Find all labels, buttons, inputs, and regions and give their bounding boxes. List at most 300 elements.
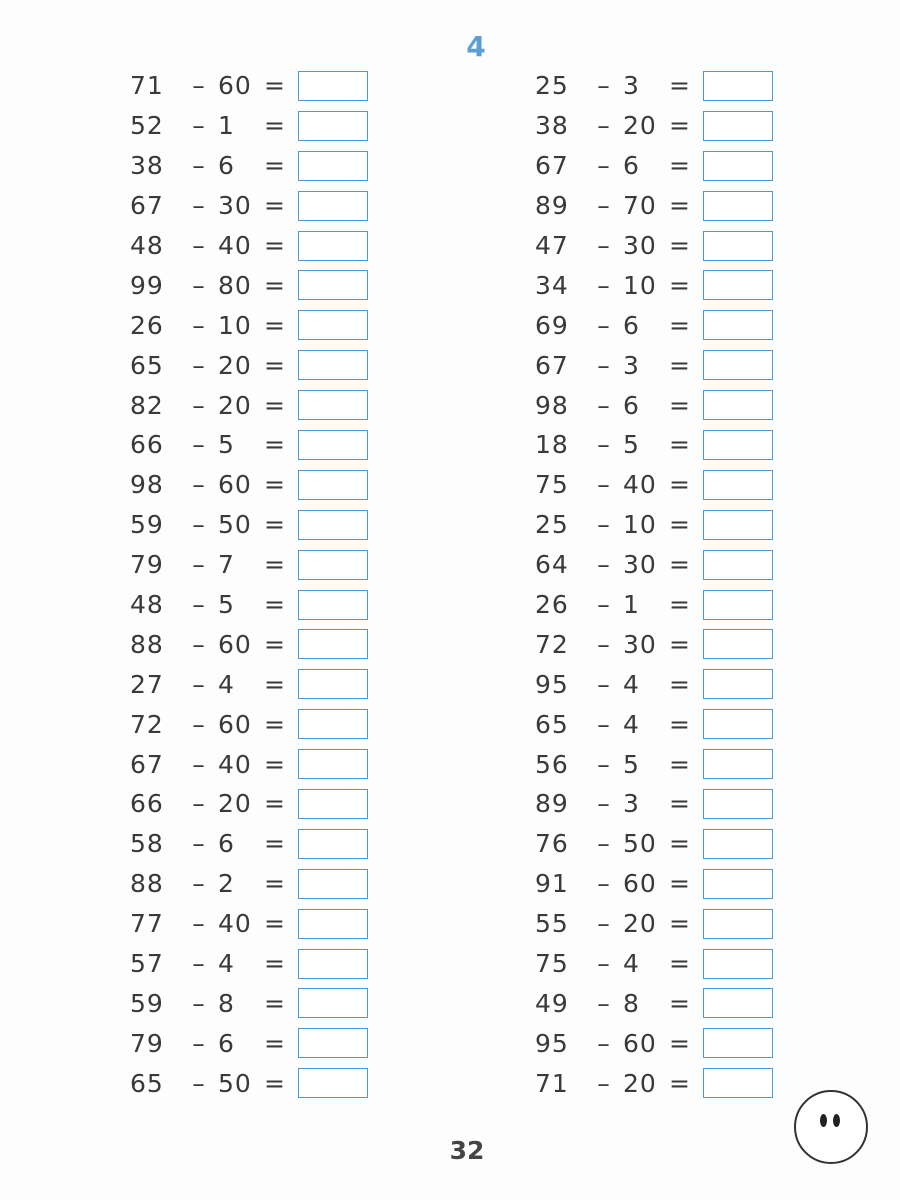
answer-box[interactable] <box>703 909 773 939</box>
minus-sign: – <box>597 669 611 699</box>
minus-sign: – <box>597 151 611 181</box>
subtrahend: 60 <box>218 470 252 500</box>
equals-sign: = <box>669 789 691 819</box>
problem-row <box>130 66 368 106</box>
minus-sign: – <box>192 231 206 260</box>
subtrahend: 5 <box>218 590 235 620</box>
minus-sign: – <box>597 430 611 460</box>
problem-row <box>130 824 368 864</box>
subtrahend: 70 <box>623 191 657 221</box>
equals-sign: = <box>264 350 286 380</box>
equals-sign: = <box>264 629 286 659</box>
problem-row <box>130 1063 368 1103</box>
minus-sign: – <box>192 909 206 939</box>
minuend: 38 <box>535 111 569 141</box>
equals-sign: = <box>669 151 691 181</box>
eye-left <box>820 1114 827 1127</box>
answer-box[interactable] <box>703 151 773 181</box>
answer-box[interactable] <box>703 390 773 420</box>
answer-box[interactable] <box>298 988 368 1018</box>
minus-sign: – <box>192 550 206 580</box>
minus-sign: – <box>192 709 206 739</box>
minus-sign: – <box>597 310 611 340</box>
minus-sign: – <box>192 1068 206 1098</box>
equals-sign: = <box>264 310 286 340</box>
minuend: 98 <box>535 390 569 420</box>
equals-sign: = <box>264 71 286 101</box>
minuend: 26 <box>535 590 569 620</box>
minuend: 72 <box>535 629 569 659</box>
answer-box[interactable] <box>703 829 773 859</box>
minus-sign: – <box>597 909 611 939</box>
minuend: 34 <box>535 270 569 300</box>
problem-row <box>535 425 773 465</box>
equals-sign: = <box>669 869 691 899</box>
equals-sign: = <box>669 191 691 221</box>
equals-sign: = <box>264 111 286 141</box>
minuend: 66 <box>130 430 164 460</box>
problem-row <box>130 904 368 944</box>
equals-sign: = <box>669 1028 691 1058</box>
exercise-number: 4 <box>466 30 486 63</box>
answer-box[interactable] <box>298 629 368 659</box>
right-problem-column <box>535 66 773 1103</box>
minuend: 48 <box>130 231 164 260</box>
equals-sign: = <box>669 629 691 659</box>
answer-box[interactable] <box>298 310 368 340</box>
answer-box[interactable] <box>298 231 368 261</box>
minuend: 49 <box>535 988 569 1018</box>
problem-row <box>130 944 368 984</box>
minus-sign: – <box>597 1068 611 1098</box>
equals-sign: = <box>264 949 286 979</box>
equals-sign: = <box>669 510 691 540</box>
subtrahend: 1 <box>623 590 640 620</box>
answer-box[interactable] <box>703 470 773 500</box>
minuend: 72 <box>130 709 164 739</box>
answer-box[interactable] <box>703 270 773 300</box>
subtrahend: 8 <box>218 988 235 1018</box>
equals-sign: = <box>669 909 691 939</box>
minus-sign: – <box>192 310 206 340</box>
answer-box[interactable] <box>298 151 368 181</box>
answer-box[interactable] <box>703 590 773 620</box>
answer-box[interactable] <box>298 909 368 939</box>
problem-row <box>130 465 368 505</box>
subtrahend: 30 <box>623 629 657 659</box>
subtrahend: 50 <box>218 510 252 540</box>
answer-box[interactable] <box>703 510 773 540</box>
minus-sign: – <box>597 789 611 819</box>
equals-sign: = <box>264 988 286 1018</box>
equals-sign: = <box>669 71 691 101</box>
subtrahend: 6 <box>218 151 235 181</box>
minuend: 89 <box>535 191 569 221</box>
equals-sign: = <box>669 470 691 500</box>
minuend: 38 <box>130 151 164 181</box>
answer-box[interactable] <box>703 949 773 979</box>
answer-box[interactable] <box>298 869 368 899</box>
answer-box[interactable] <box>703 988 773 1018</box>
answer-box[interactable] <box>298 1028 368 1058</box>
equals-sign: = <box>264 749 286 779</box>
minus-sign: – <box>597 71 611 101</box>
minuend: 67 <box>535 350 569 380</box>
minus-sign: – <box>597 869 611 899</box>
answer-box[interactable] <box>298 749 368 779</box>
minuend: 71 <box>130 71 164 101</box>
answer-box[interactable] <box>703 310 773 340</box>
minus-sign: – <box>192 829 206 859</box>
minuend: 75 <box>535 949 569 979</box>
problem-row <box>535 106 773 146</box>
subtrahend: 6 <box>623 390 640 420</box>
problem-row <box>535 505 773 545</box>
subtrahend: 40 <box>218 909 252 939</box>
minus-sign: – <box>192 988 206 1018</box>
answer-box[interactable] <box>298 590 368 620</box>
minuend: 95 <box>535 669 569 699</box>
answer-box[interactable] <box>298 550 368 580</box>
minus-sign: – <box>597 629 611 659</box>
equals-sign: = <box>264 231 286 260</box>
problem-row <box>130 345 368 385</box>
minus-sign: – <box>192 390 206 420</box>
minus-sign: – <box>597 829 611 859</box>
subtrahend: 60 <box>218 71 252 101</box>
subtrahend: 30 <box>623 231 657 260</box>
problem-row <box>535 385 773 425</box>
minus-sign: – <box>192 949 206 979</box>
problem-row <box>130 864 368 904</box>
equals-sign: = <box>669 829 691 859</box>
minuend: 59 <box>130 510 164 540</box>
answer-box[interactable] <box>703 1028 773 1058</box>
minuend: 55 <box>535 909 569 939</box>
equals-sign: = <box>264 191 286 221</box>
minus-sign: – <box>192 590 206 620</box>
equals-sign: = <box>264 789 286 819</box>
subtrahend: 6 <box>218 1028 235 1058</box>
minus-sign: – <box>597 988 611 1018</box>
minuend: 91 <box>535 869 569 899</box>
problem-row <box>535 944 773 984</box>
minus-sign: – <box>597 590 611 620</box>
minus-sign: – <box>192 191 206 221</box>
subtrahend: 4 <box>623 669 640 699</box>
equals-sign: = <box>669 550 691 580</box>
minuend: 95 <box>535 1028 569 1058</box>
subtrahend: 40 <box>623 470 657 500</box>
subtrahend: 3 <box>623 350 640 380</box>
answer-box[interactable] <box>298 669 368 699</box>
problem-row <box>535 1063 773 1103</box>
minus-sign: – <box>597 270 611 300</box>
answer-box[interactable] <box>298 430 368 460</box>
problem-row <box>535 146 773 186</box>
minuend: 88 <box>130 629 164 659</box>
equals-sign: = <box>264 909 286 939</box>
minuend: 59 <box>130 988 164 1018</box>
equals-sign: = <box>669 590 691 620</box>
subtrahend: 5 <box>623 430 640 460</box>
subtrahend: 40 <box>218 749 252 779</box>
minus-sign: – <box>597 191 611 221</box>
equals-sign: = <box>669 949 691 979</box>
subtrahend: 7 <box>218 550 235 580</box>
minus-sign: – <box>597 470 611 500</box>
subtrahend: 10 <box>623 270 657 300</box>
problem-row <box>130 425 368 465</box>
equals-sign: = <box>264 709 286 739</box>
minuend: 79 <box>130 550 164 580</box>
problem-row <box>535 904 773 944</box>
equals-sign: = <box>669 390 691 420</box>
subtrahend: 2 <box>218 869 235 899</box>
minus-sign: – <box>597 350 611 380</box>
equals-sign: = <box>264 270 286 300</box>
equals-sign: = <box>669 310 691 340</box>
answer-box[interactable] <box>703 350 773 380</box>
problem-row <box>535 265 773 305</box>
problem-row <box>535 226 773 266</box>
answer-box[interactable] <box>298 470 368 500</box>
answer-box[interactable] <box>298 111 368 141</box>
minuend: 76 <box>535 829 569 859</box>
equals-sign: = <box>669 350 691 380</box>
minus-sign: – <box>192 151 206 181</box>
answer-box[interactable] <box>298 270 368 300</box>
minuend: 25 <box>535 71 569 101</box>
answer-box[interactable] <box>298 191 368 221</box>
problem-row <box>130 784 368 824</box>
subtrahend: 10 <box>623 510 657 540</box>
subtrahend: 60 <box>623 1028 657 1058</box>
equals-sign: = <box>669 430 691 460</box>
equals-sign: = <box>264 430 286 460</box>
answer-box[interactable] <box>703 550 773 580</box>
problem-row <box>535 1023 773 1063</box>
minus-sign: – <box>192 71 206 101</box>
subtrahend: 20 <box>218 390 252 420</box>
answer-box[interactable] <box>298 829 368 859</box>
subtrahend: 20 <box>623 111 657 141</box>
minuend: 64 <box>535 550 569 580</box>
equals-sign: = <box>264 669 286 699</box>
minuend: 75 <box>535 470 569 500</box>
answer-box[interactable] <box>703 629 773 659</box>
subtrahend: 8 <box>623 988 640 1018</box>
subtrahend: 4 <box>623 949 640 979</box>
answer-box[interactable] <box>703 869 773 899</box>
answer-box[interactable] <box>703 669 773 699</box>
equals-sign: = <box>264 590 286 620</box>
problem-row <box>535 983 773 1023</box>
left-problem-column <box>130 66 368 1103</box>
answer-box[interactable] <box>703 1068 773 1098</box>
minus-sign: – <box>597 231 611 260</box>
problem-row <box>130 704 368 744</box>
problem-row <box>535 864 773 904</box>
minuend: 65 <box>130 350 164 380</box>
problem-row <box>535 66 773 106</box>
minus-sign: – <box>192 749 206 779</box>
subtrahend: 80 <box>218 270 252 300</box>
minuend: 98 <box>130 470 164 500</box>
subtrahend: 4 <box>218 669 235 699</box>
minuend: 67 <box>535 151 569 181</box>
minuend: 57 <box>130 949 164 979</box>
problem-row <box>535 704 773 744</box>
answer-box[interactable] <box>298 350 368 380</box>
problem-row <box>130 545 368 585</box>
minuend: 89 <box>535 789 569 819</box>
subtrahend: 60 <box>218 629 252 659</box>
problem-row <box>535 824 773 864</box>
subtrahend: 30 <box>623 550 657 580</box>
problem-row <box>535 186 773 226</box>
minuend: 67 <box>130 749 164 779</box>
answer-box[interactable] <box>298 789 368 819</box>
subtrahend: 60 <box>218 709 252 739</box>
problem-row <box>535 585 773 625</box>
equals-sign: = <box>669 1068 691 1098</box>
minus-sign: – <box>192 510 206 540</box>
minus-sign: – <box>192 869 206 899</box>
answer-box[interactable] <box>298 949 368 979</box>
subtrahend: 5 <box>623 749 640 779</box>
minuend: 65 <box>535 709 569 739</box>
equals-sign: = <box>264 1068 286 1098</box>
subtrahend: 20 <box>218 789 252 819</box>
answer-box[interactable] <box>703 789 773 819</box>
equals-sign: = <box>669 709 691 739</box>
problem-row <box>130 664 368 704</box>
equals-sign: = <box>669 749 691 779</box>
equals-sign: = <box>264 869 286 899</box>
minus-sign: – <box>192 430 206 460</box>
minus-sign: – <box>597 550 611 580</box>
minus-sign: – <box>597 390 611 420</box>
minuend: 69 <box>535 310 569 340</box>
minuend: 56 <box>535 749 569 779</box>
answer-box[interactable] <box>298 390 368 420</box>
minuend: 47 <box>535 231 569 260</box>
minuend: 52 <box>130 111 164 141</box>
subtrahend: 60 <box>623 869 657 899</box>
equals-sign: = <box>669 270 691 300</box>
minuend: 18 <box>535 430 569 460</box>
problem-row <box>535 624 773 664</box>
problem-row <box>535 664 773 704</box>
answer-box[interactable] <box>298 1068 368 1098</box>
minus-sign: – <box>597 749 611 779</box>
subtrahend: 10 <box>218 310 252 340</box>
problem-row <box>130 624 368 664</box>
minuend: 58 <box>130 829 164 859</box>
problem-row <box>535 744 773 784</box>
answer-box[interactable] <box>298 709 368 739</box>
subtrahend: 6 <box>623 310 640 340</box>
problem-row <box>535 345 773 385</box>
problem-row <box>130 983 368 1023</box>
minuend: 67 <box>130 191 164 221</box>
problem-row <box>130 146 368 186</box>
answer-box[interactable] <box>703 191 773 221</box>
minus-sign: – <box>192 669 206 699</box>
equals-sign: = <box>264 151 286 181</box>
minuend: 26 <box>130 310 164 340</box>
minus-sign: – <box>597 949 611 979</box>
problem-row <box>130 505 368 545</box>
answer-box[interactable] <box>703 111 773 141</box>
problem-row <box>535 545 773 585</box>
equals-sign: = <box>264 1028 286 1058</box>
problem-row <box>535 784 773 824</box>
minuend: 82 <box>130 390 164 420</box>
problem-row <box>130 305 368 345</box>
answer-box[interactable] <box>703 709 773 739</box>
subtrahend: 6 <box>218 829 235 859</box>
minuend: 77 <box>130 909 164 939</box>
answer-box[interactable] <box>703 430 773 460</box>
subtrahend: 50 <box>218 1068 252 1098</box>
problem-row <box>535 465 773 505</box>
minuend: 79 <box>130 1028 164 1058</box>
equals-sign: = <box>669 988 691 1018</box>
equals-sign: = <box>669 111 691 141</box>
equals-sign: = <box>669 231 691 260</box>
problem-row <box>130 226 368 266</box>
problem-row <box>130 385 368 425</box>
equals-sign: = <box>264 550 286 580</box>
problem-row <box>535 305 773 345</box>
subtrahend: 20 <box>623 909 657 939</box>
answer-box[interactable] <box>703 231 773 261</box>
subtrahend: 6 <box>623 151 640 181</box>
answer-box[interactable] <box>703 749 773 779</box>
subtrahend: 3 <box>623 789 640 819</box>
equals-sign: = <box>264 470 286 500</box>
minus-sign: – <box>597 510 611 540</box>
minus-sign: – <box>192 789 206 819</box>
problem-row <box>130 1023 368 1063</box>
subtrahend: 4 <box>218 949 235 979</box>
problem-row <box>130 265 368 305</box>
minuend: 71 <box>535 1068 569 1098</box>
subtrahend: 20 <box>218 350 252 380</box>
minuend: 66 <box>130 789 164 819</box>
minus-sign: – <box>192 111 206 141</box>
problem-row <box>130 585 368 625</box>
subtrahend: 4 <box>623 709 640 739</box>
subtrahend: 5 <box>218 430 235 460</box>
minus-sign: – <box>597 709 611 739</box>
equals-sign: = <box>264 510 286 540</box>
problem-row <box>130 744 368 784</box>
answer-box[interactable] <box>298 510 368 540</box>
minus-sign: – <box>192 1028 206 1058</box>
subtrahend: 3 <box>623 71 640 101</box>
minuend: 88 <box>130 869 164 899</box>
answer-box[interactable] <box>703 71 773 101</box>
problem-row <box>130 186 368 226</box>
answer-box[interactable] <box>298 71 368 101</box>
minuend: 48 <box>130 590 164 620</box>
subtrahend: 20 <box>623 1068 657 1098</box>
minus-sign: – <box>192 350 206 380</box>
subtrahend: 40 <box>218 231 252 260</box>
